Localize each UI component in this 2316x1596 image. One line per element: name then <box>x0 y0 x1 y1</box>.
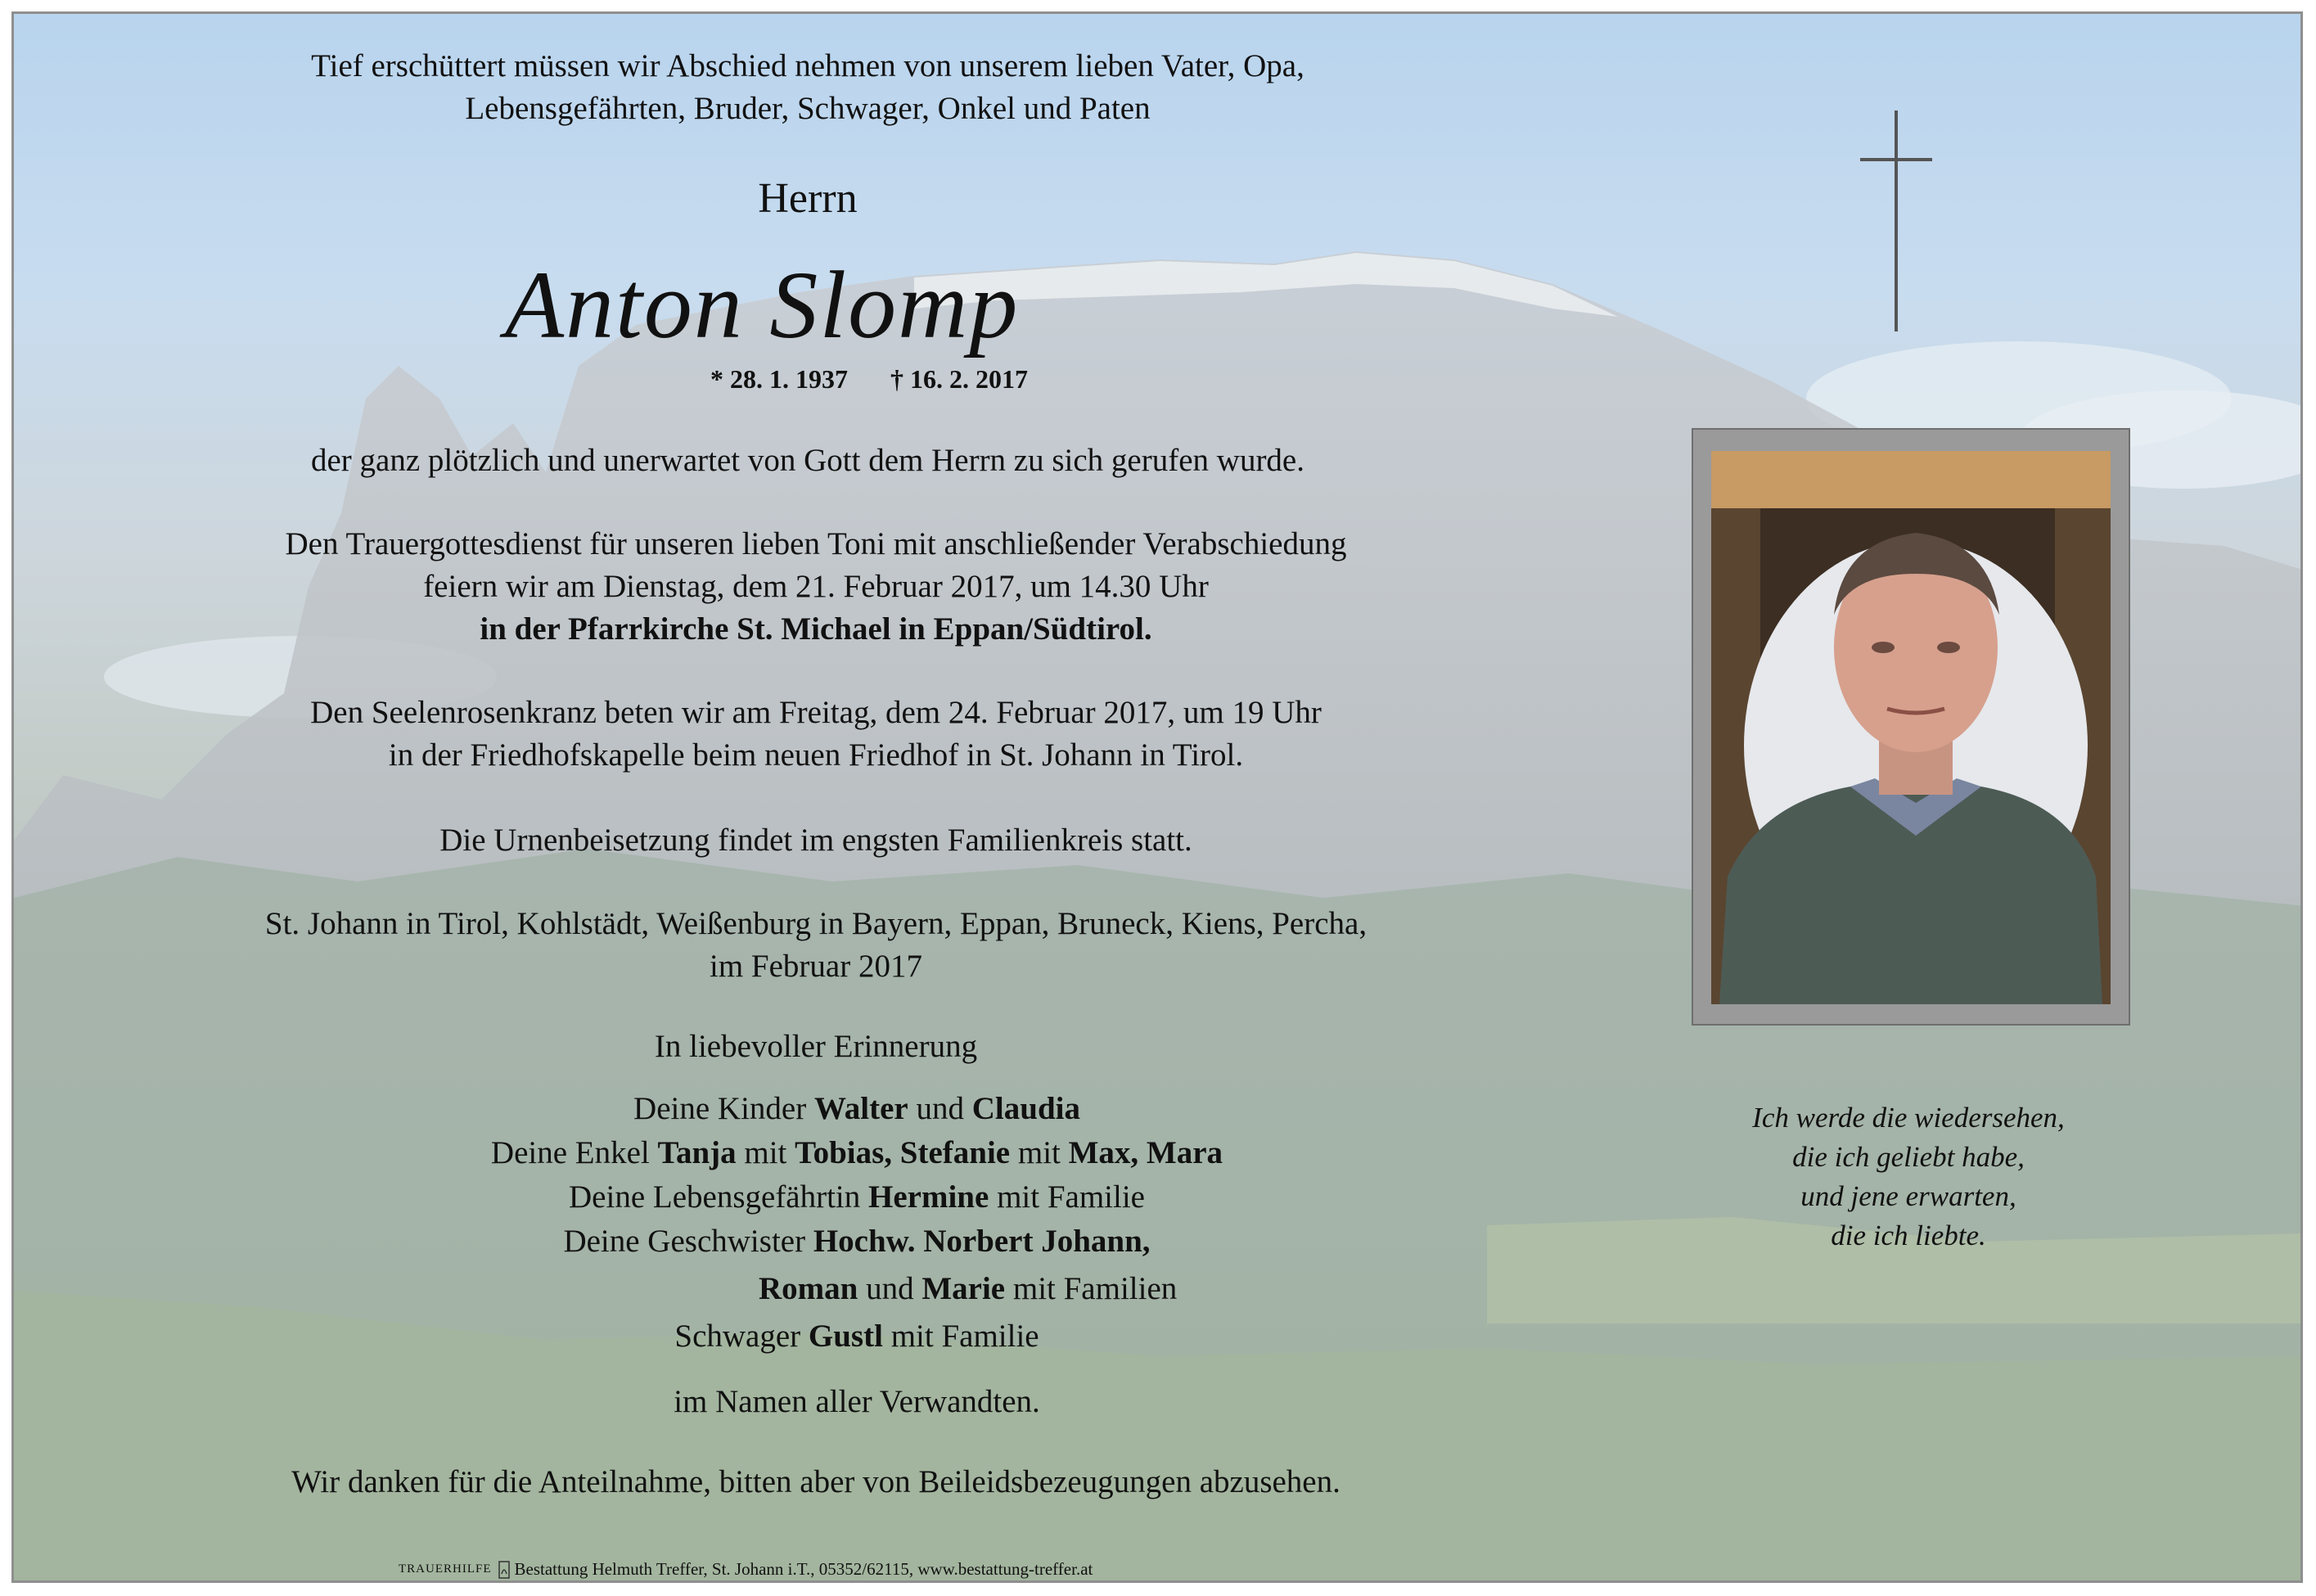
cross-icon <box>1855 110 1937 340</box>
mourner-line-6: Schwager Gustl mit Familie <box>674 1319 1039 1354</box>
mourner-line-3: Deine Lebensgefährtin Hermine mit Familie <box>569 1179 1145 1215</box>
funeral-line-1: Den Trauergottesdienst für unseren lieben Toni mit anschließender Verabschiedung <box>285 526 1347 561</box>
rosary-line-1: Den Seelenrosenkranz beten wir am Freitag, dem 24. Februar 2017, um 19 Uhr <box>310 695 1322 730</box>
portrait-photo <box>1711 451 2111 1004</box>
in-memory: In liebevoller Erinnerung <box>654 1029 978 1064</box>
quote-line-1: Ich werde die wiedersehen, <box>1752 1102 2065 1134</box>
place-line-2: im Februar 2017 <box>710 949 922 984</box>
footer-logo-icon <box>498 1561 510 1579</box>
intro-line-2: Lebensgefährten, Bruder, Schwager, Onkel und Paten <box>465 91 1151 126</box>
footer <box>399 1559 1093 1580</box>
thanks: Wir danken für die Anteilnahme, bitten aber von Beileidsbezeugungen abzusehen. <box>291 1464 1340 1499</box>
portrait-frame <box>1692 428 2130 1026</box>
death-date: † 16. 2. 2017 <box>890 364 1028 394</box>
rosary-line-2: in der Friedhofskapelle beim neuen Friedhof in St. Johann in Tirol. <box>388 737 1244 773</box>
relatives: im Namen aller Verwandten. <box>674 1384 1040 1419</box>
birth-date: * 28. 1. 1937 <box>710 364 848 394</box>
salutation: Herrn <box>758 175 858 222</box>
obituary-card <box>11 11 2303 1583</box>
mourner-line-5: Roman und Marie mit Familien <box>759 1271 1178 1306</box>
quote-line-2: die ich geliebt habe, <box>1792 1141 2025 1173</box>
mourner-line-4: Deine Geschwister Hochw. Norbert Johann, <box>563 1224 1151 1259</box>
urn-burial: Die Urnenbeisetzung findet im engsten Familienkreis statt. <box>439 823 1192 858</box>
quote-line-4: die ich liebte. <box>1831 1220 1986 1251</box>
funeral-line-2: feiern wir am Dienstag, dem 21. Februar 2017, um 14.30 Uhr <box>423 569 1209 604</box>
mourner-line-2: Deine Enkel Tanja mit Tobias, Stefanie mit Max, Mara <box>490 1135 1223 1170</box>
subtitle: der ganz plötzlich und unerwartet von Gott dem Herrn zu sich gerufen wurde. <box>311 443 1304 478</box>
footer-logo-text: TRAUERHILFE <box>399 1562 492 1576</box>
mourner-line-1: Deine Kinder Walter und Claudia <box>633 1091 1080 1126</box>
place-line-1: St. Johann in Tirol, Kohlstädt, Weißenburg in Bayern, Eppan, Bruneck, Kiens, Percha, <box>264 906 1368 941</box>
quote-line-3: und jene erwarten, <box>1800 1180 2016 1212</box>
funeral-location: in der Pfarrkirche St. Michael in Eppan/Südtirol. <box>480 611 1152 647</box>
footer-text: Bestattung Helmuth Treffer, St. Johann i.T., 05352/62115, www.bestattung-treffer.at <box>514 1559 1093 1579</box>
deceased-name: Anton Slomp <box>505 251 1020 358</box>
quote <box>1675 1098 2142 1256</box>
intro-line-1: Tief erschüttert müssen wir Abschied nehmen von unserem lieben Vater, Opa, <box>311 48 1304 83</box>
